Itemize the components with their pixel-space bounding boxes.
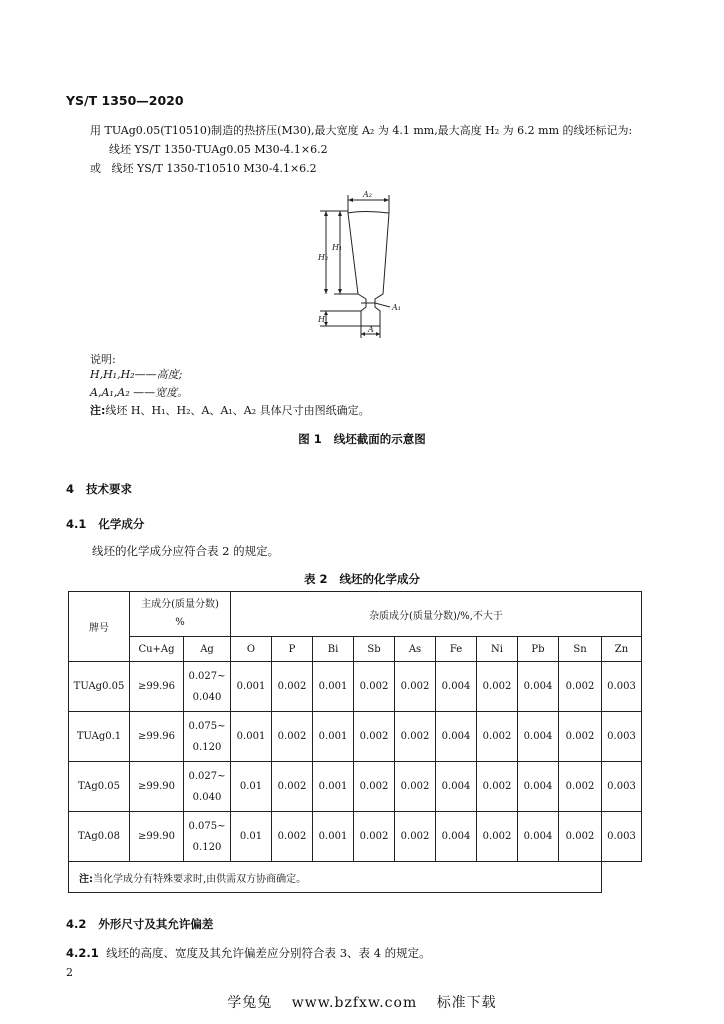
table-2-caption-text: 线坯的化学成分: [339, 572, 421, 586]
table-note-text: 当化学成分有特殊要求时,由供需双方协商确定。: [93, 873, 307, 885]
cell-sb: 0.002: [354, 662, 395, 712]
cell-sn: 0.002: [559, 662, 602, 712]
cell-ag-line1: 0.075~: [188, 820, 226, 832]
cell-ag: [184, 762, 231, 812]
section-4-2-number: 4.2: [66, 917, 87, 931]
label-a1: A₁: [392, 303, 401, 312]
cell-zn: 0.003: [602, 812, 642, 862]
section-4-number: 4: [66, 482, 75, 496]
cell-bi: 0.001: [313, 662, 354, 712]
sub-header: Fe: [436, 637, 477, 662]
sub-header: Zn: [602, 637, 642, 662]
wire-cross-section-figure: [290, 186, 420, 346]
cell-zn: 0.003: [602, 662, 642, 712]
section-4-1-number: 4.1: [66, 517, 87, 531]
cell-cu-ag: ≥99.90: [130, 762, 184, 812]
cell-ag-line2: 0.040: [192, 791, 222, 803]
section-4-heading: [66, 481, 132, 497]
cell-sn: 0.002: [559, 762, 602, 812]
cell-sb: 0.002: [354, 712, 395, 762]
cell-ag: [184, 712, 231, 762]
cell-p: 0.002: [272, 762, 313, 812]
section-4-2-heading: [66, 916, 213, 932]
cell-as: 0.002: [395, 812, 436, 862]
footer-site-name: 学兔兔: [227, 995, 273, 1011]
cell-grade: TUAg0.05: [69, 662, 130, 712]
cell-o: 0.01: [231, 812, 272, 862]
table-row: [69, 812, 642, 862]
cell-fe: 0.004: [436, 712, 477, 762]
cell-sb: 0.002: [354, 762, 395, 812]
sub-header: Pb: [518, 637, 559, 662]
cell-pb: 0.004: [518, 812, 559, 862]
cell-o: 0.001: [231, 662, 272, 712]
sub-header: Sb: [354, 637, 395, 662]
cell-ag: [184, 662, 231, 712]
intro-line-3: [90, 162, 317, 176]
label-h2: H₂: [318, 253, 329, 262]
figure-caption-label: 图 1: [298, 432, 322, 446]
cell-fe: 0.004: [436, 812, 477, 862]
cell-bi: 0.001: [313, 762, 354, 812]
cell-grade: TAg0.08: [69, 812, 130, 862]
cell-sb: 0.002: [354, 812, 395, 862]
legend-heights: H,H₁,H₂——高度;: [90, 368, 183, 381]
cell-sn: 0.002: [559, 712, 602, 762]
cell-pb: 0.004: [518, 712, 559, 762]
table-2-caption: [0, 571, 724, 587]
section-4-2-1-number: 4.2.1: [66, 946, 99, 960]
standard-id: YS/T 1350—2020: [66, 93, 184, 108]
cell-zn: 0.003: [602, 762, 642, 812]
sub-header-row: [69, 637, 642, 662]
a1-leader: [375, 303, 390, 307]
cell-as: 0.002: [395, 662, 436, 712]
cell-fe: 0.004: [436, 662, 477, 712]
footer-watermark: [0, 992, 724, 1012]
sub-header: Ag: [184, 637, 231, 662]
legend-title: 说明:: [90, 353, 116, 366]
cell-ag-line1: 0.075~: [188, 720, 226, 732]
cell-as: 0.002: [395, 762, 436, 812]
sub-header: Sn: [559, 637, 602, 662]
table-2-caption-label: 表 2: [303, 572, 328, 586]
cell-p: 0.002: [272, 812, 313, 862]
sub-header: Ni: [477, 637, 518, 662]
section-4-2-title: 外形尺寸及其允许偏差: [98, 917, 214, 931]
cell-ni: 0.002: [477, 662, 518, 712]
figure-caption: [0, 431, 724, 447]
label-h1: H₁: [332, 243, 343, 252]
cell-sn: 0.002: [559, 812, 602, 862]
table-row: [69, 662, 642, 712]
table-note: [69, 862, 602, 893]
header-main: [130, 592, 231, 637]
intro-line-1: 用 TUAg0.05(T10510)制造的热挤压(M30),最大宽度 A₂ 为 4.1 mm,最大高度 H₂ 为 6.2 mm 的线坯标记为:: [90, 124, 633, 137]
cell-ag-line2: 0.040: [192, 691, 222, 703]
cell-ag-line1: 0.027~: [188, 670, 226, 682]
legend-widths: A,A₁,A₂ ——宽度。: [90, 386, 189, 399]
cell-cu-ag: ≥99.96: [130, 662, 184, 712]
section-4-2-1: [66, 945, 431, 961]
cell-pb: 0.004: [518, 762, 559, 812]
sub-header: P: [272, 637, 313, 662]
cell-ni: 0.002: [477, 762, 518, 812]
cell-o: 0.01: [231, 762, 272, 812]
table-row: [69, 712, 642, 762]
cell-cu-ag: ≥99.96: [130, 712, 184, 762]
sub-header: O: [231, 637, 272, 662]
sub-header: Cu+Ag: [130, 637, 184, 662]
cell-fe: 0.004: [436, 762, 477, 812]
cell-o: 0.001: [231, 712, 272, 762]
figure-note-text: 线坯 H、H₁、H₂、A、A₁、A₂ 具体尺寸由图纸确定。: [105, 404, 370, 417]
cell-ag-line2: 0.120: [192, 841, 222, 853]
cell-cu-ag: ≥99.90: [130, 812, 184, 862]
table-note-label: 注:: [79, 873, 93, 885]
figure-caption-text: 线坯截面的示意图: [333, 432, 426, 446]
intro-line-3-text: 线坯 YS/T 1350-T10510 M30-4.1×6.2: [111, 162, 317, 175]
figure-note-label: 注:: [90, 404, 106, 417]
footer-tagline: 标准下载: [436, 995, 497, 1011]
cell-bi: 0.001: [313, 712, 354, 762]
chemical-composition-table: [68, 591, 642, 893]
header-impurity: 杂质成分(质量分数)/%,不大于: [231, 592, 642, 637]
label-a2: A₂: [363, 190, 372, 199]
cell-ni: 0.002: [477, 712, 518, 762]
header-main-line1: 主成分(质量分数): [141, 599, 219, 610]
cell-zn: 0.003: [602, 712, 642, 762]
footer-url[interactable]: www.bzfxw.com: [291, 995, 418, 1011]
figure-note: [90, 404, 370, 418]
profile-outline: [348, 212, 389, 327]
cell-as: 0.002: [395, 712, 436, 762]
section-4-2-1-text: 线坯的高度、宽度及其允许偏差应分别符合表 3、表 4 的规定。: [106, 946, 431, 960]
section-4-1-title: 化学成分: [98, 517, 145, 531]
label-h: H: [318, 315, 325, 324]
sub-header: Bi: [313, 637, 354, 662]
cell-grade: TUAg0.1: [69, 712, 130, 762]
cell-p: 0.002: [272, 712, 313, 762]
cell-ni: 0.002: [477, 812, 518, 862]
intro-line-2: 线坯 YS/T 1350-TUAg0.05 M30-4.1×6.2: [109, 143, 328, 156]
cell-ag: [184, 812, 231, 862]
section-4-1-heading: [66, 516, 144, 532]
sub-header: As: [395, 637, 436, 662]
intro-line-3-prefix: 或: [90, 162, 101, 175]
label-a: A: [368, 325, 374, 334]
page-number: 2: [66, 966, 73, 979]
cell-pb: 0.004: [518, 662, 559, 712]
cell-bi: 0.001: [313, 812, 354, 862]
cell-p: 0.002: [272, 662, 313, 712]
cell-ag-line2: 0.120: [192, 741, 222, 753]
table-row: [69, 762, 642, 812]
section-4-title: 技术要求: [86, 482, 133, 496]
cell-grade: TAg0.05: [69, 762, 130, 812]
header-main-line2: %: [175, 617, 185, 628]
section-4-1-text: 线坯的化学成分应符合表 2 的规定。: [92, 544, 280, 558]
cell-ag-line1: 0.027~: [188, 770, 226, 782]
header-grade: 牌号: [69, 592, 130, 662]
